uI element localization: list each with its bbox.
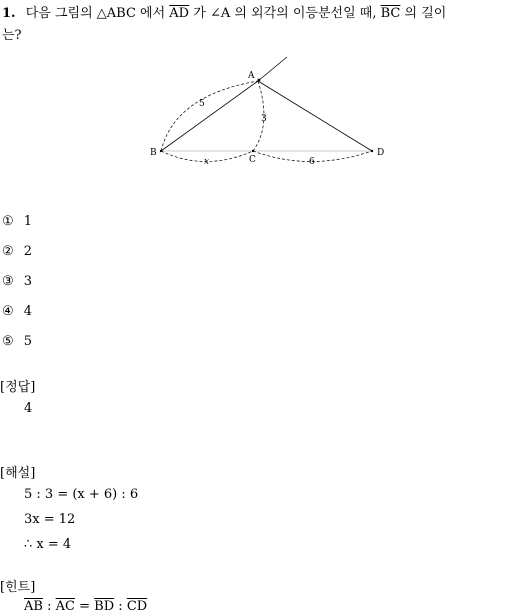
question-text-3: 의 길이 <box>404 6 447 21</box>
choice-5[interactable] <box>2 334 32 349</box>
label-a: A <box>248 71 255 81</box>
hint-equals: = <box>79 599 91 614</box>
answer-header: [정답] <box>0 380 36 395</box>
choice-value: 5 <box>23 334 33 349</box>
point-d <box>371 150 373 152</box>
explanation-line-3: ∴ x = 4 <box>24 537 72 552</box>
question-text-2: 가 ∠A 의 외각의 이등분선일 때, <box>193 6 377 21</box>
segment-ad: $\overline{AD}$ <box>169 6 190 21</box>
triangle-figure <box>0 50 532 170</box>
explanation-header: [해설] <box>0 466 36 481</box>
choice-3[interactable] <box>2 274 32 289</box>
question-text: 다음 그림의 △ABC 에서 <box>25 6 166 21</box>
choice-value: 3 <box>23 274 33 289</box>
choice-mark: ③ <box>2 274 14 289</box>
label-c: C <box>249 155 256 165</box>
exterior-extension-line <box>258 57 287 81</box>
hint-header: [힌트] <box>0 580 36 595</box>
segment-ab-line <box>161 81 258 151</box>
point-a <box>258 79 261 82</box>
length-ac: 3 <box>261 114 267 124</box>
choice-value: 2 <box>23 244 33 259</box>
explanation-line-1: 5 : 3 = (x + 6) : 6 <box>24 487 139 502</box>
choice-mark: ⑤ <box>2 334 14 349</box>
question-line-2: 는? <box>2 28 22 43</box>
segment-bc: $\overline{BC}$ <box>380 6 401 21</box>
answer-value: 4 <box>24 401 33 416</box>
label-b: B <box>150 148 157 158</box>
hint-ac: $\overline{AC}$ <box>55 599 75 614</box>
length-bc: x <box>204 157 210 167</box>
length-cd: 6 <box>309 157 315 167</box>
point-c <box>252 150 254 152</box>
segment-ad-line <box>258 81 372 151</box>
choice-value: 1 <box>23 214 33 229</box>
hint-cd: $\overline{CD}$ <box>126 599 148 614</box>
hint-equation <box>24 599 147 614</box>
hint-colon-2: : <box>118 599 123 614</box>
choice-4[interactable] <box>2 304 32 319</box>
choice-2[interactable] <box>2 244 32 259</box>
point-b <box>160 150 162 152</box>
hint-bd: $\overline{BD}$ <box>94 599 115 614</box>
question-line-1 <box>2 2 446 21</box>
choice-mark: ② <box>2 244 14 259</box>
choice-1[interactable] <box>2 214 32 229</box>
question-number: 1. <box>2 6 16 21</box>
choice-mark: ④ <box>2 304 14 319</box>
label-d: D <box>377 148 385 158</box>
explanation-line-2: 3x = 12 <box>24 512 76 527</box>
length-ab: 5 <box>199 99 205 109</box>
choice-mark: ① <box>2 214 14 229</box>
hint-colon-1: : <box>47 599 52 614</box>
choice-value: 4 <box>23 304 33 319</box>
hint-ab: $\overline{AB}$ <box>24 599 43 614</box>
